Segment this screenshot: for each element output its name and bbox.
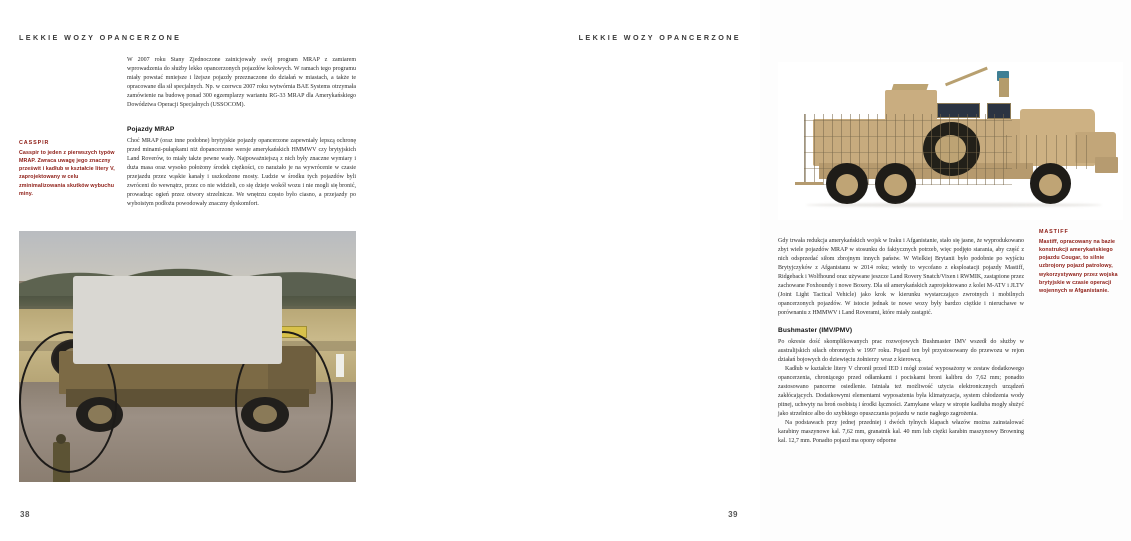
left-body-text-mid (127, 117, 356, 209)
paragraph: W 2007 roku Stany Zjednoczone zainicjowały swój program MRAP z zamiarem wprowadzenia do służby lekko opancerzonych pojazdów kołowych. W ramach tego programu miały powstać mniejsze i lżejsze pojazdy przeznaczone do działań w miastach, a także te opracowane dla sił specjalnych. Np. w czerwcu 2007 roku wytwórnia BAE Systems otrzymała zamówienie na budowę ponad 300 egzemplarzy wariantu RG-33 MRAP dla Amerykańskiego Dowództwa Operacji Specjalnych (USSOCOM). (127, 57, 356, 108)
caption-title: MASTIFF (1039, 229, 1069, 235)
mastiff-photo (778, 62, 1123, 220)
white-post (336, 354, 344, 377)
wheel-hub (884, 174, 907, 196)
running-header-right: LEKKIE WOZY OPANCERZONE (578, 33, 741, 42)
section-heading-bushmaster: Bushmaster (IMV/PMV) (778, 327, 853, 334)
paragraph: Choć MRAP (oraz inne podobne) brytyjskie pojazdy opancerzone zapewniały lepszą ochronę przed minami-pułapkami niż dopancerzone wersje amerykańskich HMMWV czy brytyjskich Land Roverów, to miały także pewne wady. Najpoważniejszą z nich były znaczne wymiary i duża masa oraz wysoko położony środek ciężkości, co narażało je na wywrócenie w czasie przejazdu przez wąskie kanały i uszkodzone mosty. Ludzie w środku tych pojazdów byli zwróceni do wewnątrz, przez co nie widzieli, co się dzieje wokół wozu i nie mogli się bronić, prowadząc ogień przez otwory strzelnicze. We wnętrzu często było ciasno, a przejazdy po wyboistym podłożu powodowały znaczny dyskomfort. (127, 137, 356, 207)
ground-shadow (806, 203, 1103, 207)
paragraph: Po okresie dość skomplikowanych prac rozwojowych Bushmaster IMV wszedł do służby w australijskich siłach obronnych w 1997 roku. Pojazd ten był przystosowany do przewozu w rejon działań bojowych do dziewięciu żołnierzy wraz z kierowcą. (778, 338, 1024, 363)
section-heading-pojazdy-mrap: Pojazdy MRAP (127, 126, 175, 133)
caption-text: Casspir to jeden z pierwszych typów MRAP. Zwraca uwagę jego znaczny prześwit i kadłub w kształcie litery V, zaprojektowany w celu zminimalizowania skutków wybuchu miny. (19, 149, 115, 197)
paragraph: Kadłub w kształcie litery V chronił przed IED i mógł zostać wyposażony w zestaw dodatkowego opancerzenia, chroniącego przed odłamkami i pociskami broni kalibru do 7,62 mm; ponadto zastosowano pancerne osiedlenie. Istniała też możliwość użycia elektronicznych urządzeń zakłócających. Dodatkowymi elementami wyposażenia była klimatyzacja, system chłodzenia wody pitnej, uchwyty na broń osobistą i środki łączności. Zamykane włazy w stropie kadłuba mogły służyć jako strzelnice albo do szybkiego opuszczania pojazdu w razie nagłego zagrożenia. (778, 365, 1024, 417)
caption-title: CASSPIR (19, 140, 50, 146)
page-number-right: 39 (728, 510, 738, 519)
motorcycle-body (73, 276, 282, 364)
caption-casspir (19, 139, 115, 198)
right-page (380, 0, 1118, 541)
mast (999, 78, 1009, 97)
front-bumper (1095, 157, 1117, 173)
antenna (945, 66, 988, 86)
running-header-left: LEKKIE WOZY OPANCERZONE (19, 33, 182, 42)
step (795, 182, 823, 185)
left-body-text-top (127, 56, 356, 110)
casspir-photo (19, 231, 356, 482)
page-number-left: 38 (20, 510, 30, 519)
caption-text: Mastiff, opracowany na bazie konstrukcji amerykańskiego pojazdu Cougar, to silnie uzbrojony pojazd patrolowy, wykorzystywany przez wojska brytyjskie w czasie operacji wojennych w Afganistanie. (1039, 238, 1118, 294)
caption-mastiff (1039, 228, 1131, 295)
paragraph: Gdy trwała redukcja amerykańskich wojsk w Iraku i Afganistanie, stało się jasne, że wyprodukowano zbyt wiele pojazdów MRAP w stosunku do faktycznych potrzeb, więc podjęto starania, aby część z nich odsprzedać siłom zbrojnym innych państw. W Wielkiej Brytanii było podobnie po wyjściu Brytyjczyków z Afganistanu w 2014 roku; wtedy to wycofano z eksploatacji pojazdy Mastiff, Ridgeback i Wolfhound oraz używane jeszcze Land Rovery Snatch/Vixen i RWMIK, zastąpione przez zachowane Foxhoundy i nowe Boxery. Dla sił amerykańskich zaprojektowano z kolei M-ATV i JLTV (Joint Light Tactical Vehicle) jako krok w kierunku wystarczająco zwrotnych i mobilnych opancerzonych pojazdów. W istocie jednak te nowe wozy były bardzo ciężkie i nieruchawe w porównaniu z HMMWV i Land Roverami, które miały zastąpić. (778, 238, 1024, 316)
right-body-text (778, 237, 1024, 446)
paragraph: Na podstawach przy jednej przedniej i dwóch tylnych klapach włazów można zainstalować karabiny maszynowe kal. 7,62 mm, granatnik kal. 40 mm lub ciężki karabin maszynowy Browning kal. 12,7 mm. Ponadto pojazd ma opony odporne (778, 419, 1024, 444)
left-page (0, 0, 380, 541)
